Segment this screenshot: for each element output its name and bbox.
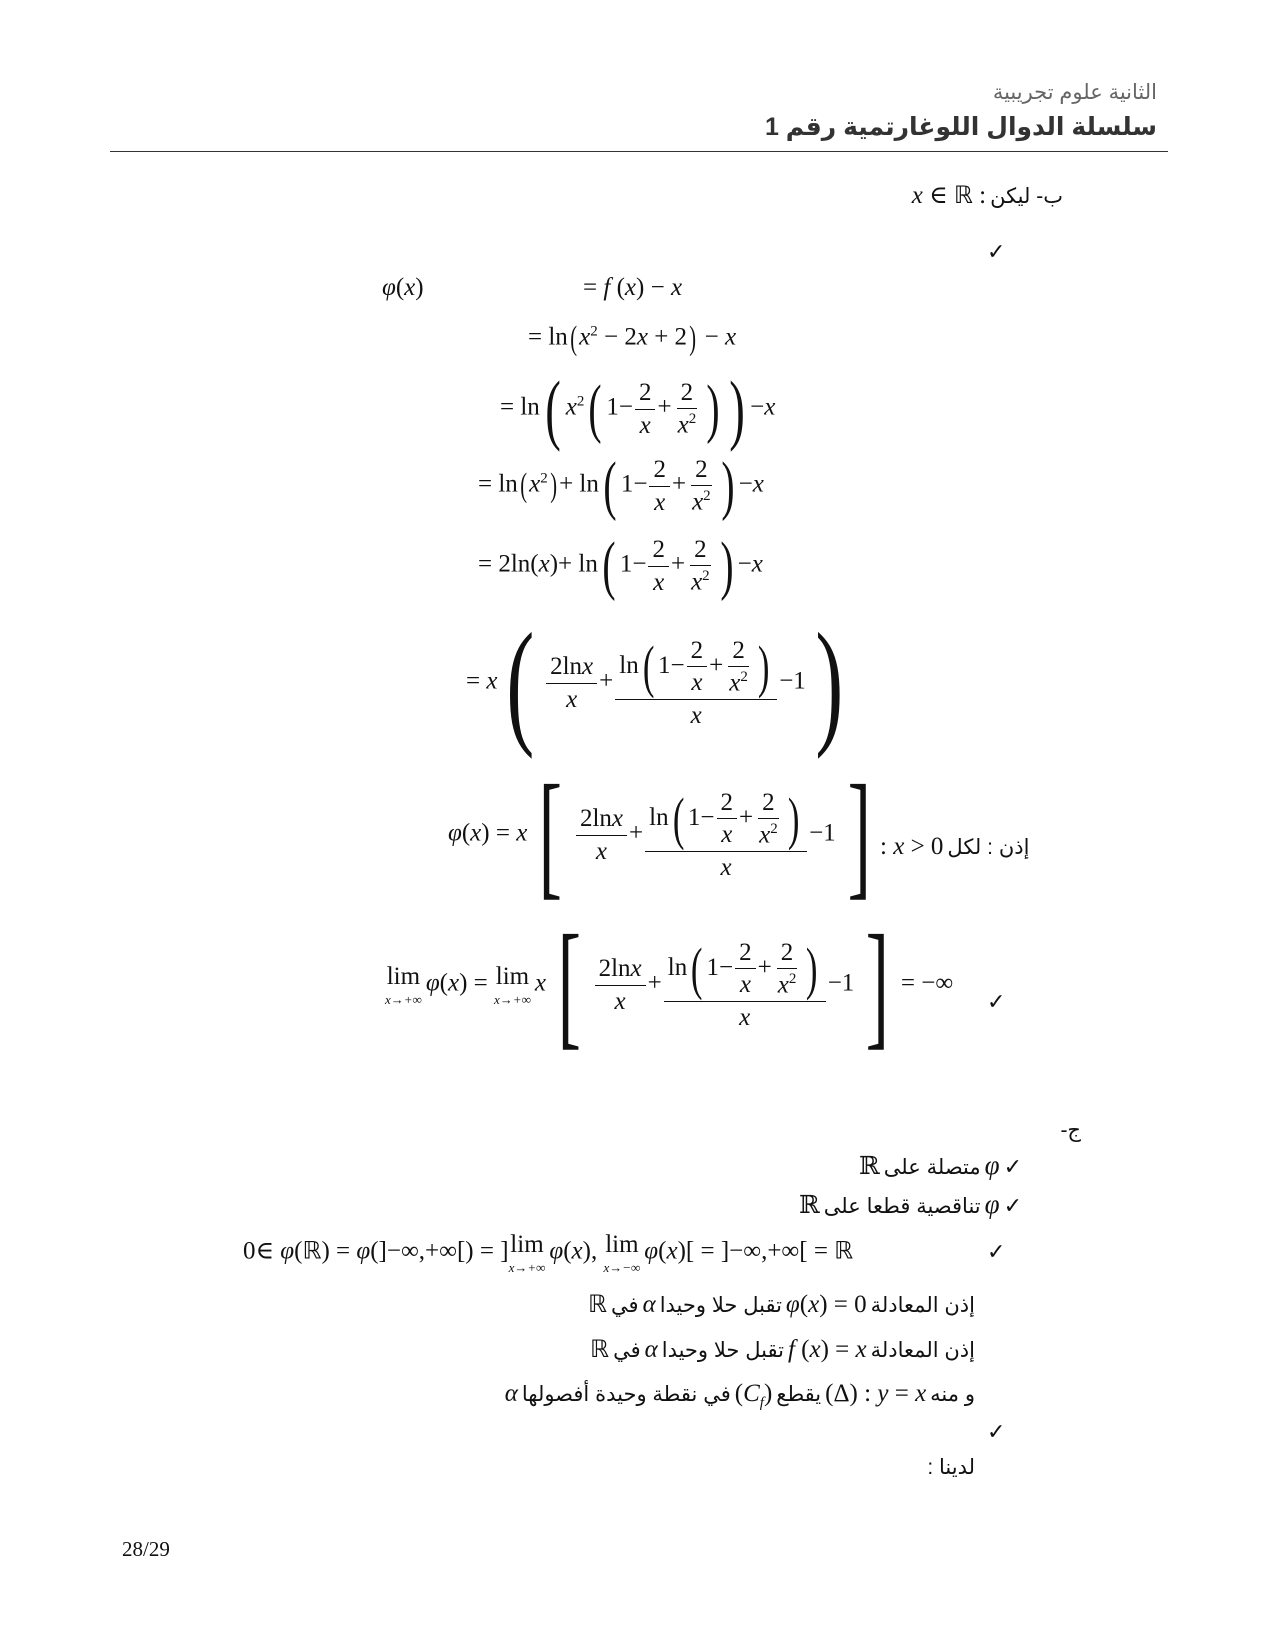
derivation-line-3: = ln( $x^2$( 1− $\frac{2}{x}$ + $\frac{2}{x^2}$ ) ) −x (500, 365, 776, 452)
header-divider (110, 151, 1168, 152)
continuity-item: ✓ φ متصلة على ℝ (859, 1150, 1022, 1180)
limit-result: = −∞ (900, 969, 954, 997)
conclusion-phi-zero: إذن المعادلة φ(x) = 0 تقبل حلا وحيدا α في ℝ (588, 1290, 975, 1318)
checkmark-icon: ✓ (1003, 1155, 1022, 1180)
checkmark-icon: ✓ (987, 240, 1006, 265)
conclusion-f-equals-x: إذن المعادلة f (x) = x تقبل حلا وحيدا α في ℝ (590, 1335, 975, 1363)
derivation-line-2: = $\ln(x^2 - 2x + 2) - x$ (528, 320, 737, 357)
section-b-condition: x ∈ ℝ : (911, 181, 987, 209)
checkmark-icon-image: ✓ (987, 1240, 1006, 1265)
checkmark-icon: ✓ (1003, 1194, 1022, 1219)
continuity-text: متصلة على (883, 1156, 981, 1179)
phi-expression-positive-x: φ(x) = x[ $\frac{2\ln x}{x}$ + ln( 1− $\frac{2}{x}$ + $\frac{2}{x^2}$ ) x −1] (448, 757, 871, 912)
image-of-r-statement: 0∈ φ(ℝ) = φ(]−∞,+∞[) = ] lim x→+∞ φ(x), lim x→−∞ φ(x)[ = ]−∞,+∞[ = ℝ (243, 1231, 854, 1275)
decreasing-set: ℝ (798, 1192, 820, 1219)
decreasing-item: ✓ φ تناقصية قطعا على ℝ (798, 1189, 1022, 1219)
derivation-line-6: = x( $\frac{2\ln x}{x}$ + ln( 1− $\frac{2}{x}$ + $\frac{2}{x^2}$ ) x −1) (466, 605, 844, 760)
derivation-line-5: = 2ln(x)+ ln( 1− $\frac{2}{x}$ + $\frac{2}{x^2}$ ) −x (478, 529, 763, 602)
phi-of-x-lhs: φ(x) (382, 274, 424, 301)
positive-x-condition: : x > 0 إذن : لكل (880, 833, 1030, 860)
derivation-line-4: = $\ln(x^2)+ \ln$( 1− $\frac{2}{x}$ + $\frac{2}{x^2}$ ) −x (478, 449, 764, 522)
checkmark-icon-limit: ✓ (987, 990, 1006, 1015)
continuity-set: ℝ (859, 1153, 880, 1180)
checkmark-icon-final: ✓ (987, 1420, 1006, 1445)
limit-expression: lim x→+∞ φ(x) = lim x→+∞ x[ $\frac{2\ln x}{x}$ + ln( 1− $\frac{2}{x}$ + $\frac{2}{x^2}$ ) x −1] = −∞ (385, 907, 954, 1062)
header-title: سلسلة الدوال اللوغارتمية رقم 1 (764, 113, 1157, 141)
conclusion-intersection: و منه (Δ) : y = x يقطع $(C_f)$ في نقطة وحيدة أفصولها α (504, 1380, 975, 1411)
decreasing-text: تناقصية قطعا على (823, 1195, 981, 1218)
derivation-line-1: = f (x) − x (583, 274, 683, 301)
section-b-label: ب- ليكن (990, 185, 1063, 208)
page-number: 28/29 (122, 1537, 170, 1561)
header-subtitle: الثانية علوم تجريبية (992, 81, 1157, 104)
conclusion-text: إذن : لكل (947, 836, 1030, 859)
section-c-label: ج- (1060, 1119, 1081, 1142)
section-b-heading (912, 180, 1063, 210)
final-label: لدينا : (927, 1456, 975, 1479)
